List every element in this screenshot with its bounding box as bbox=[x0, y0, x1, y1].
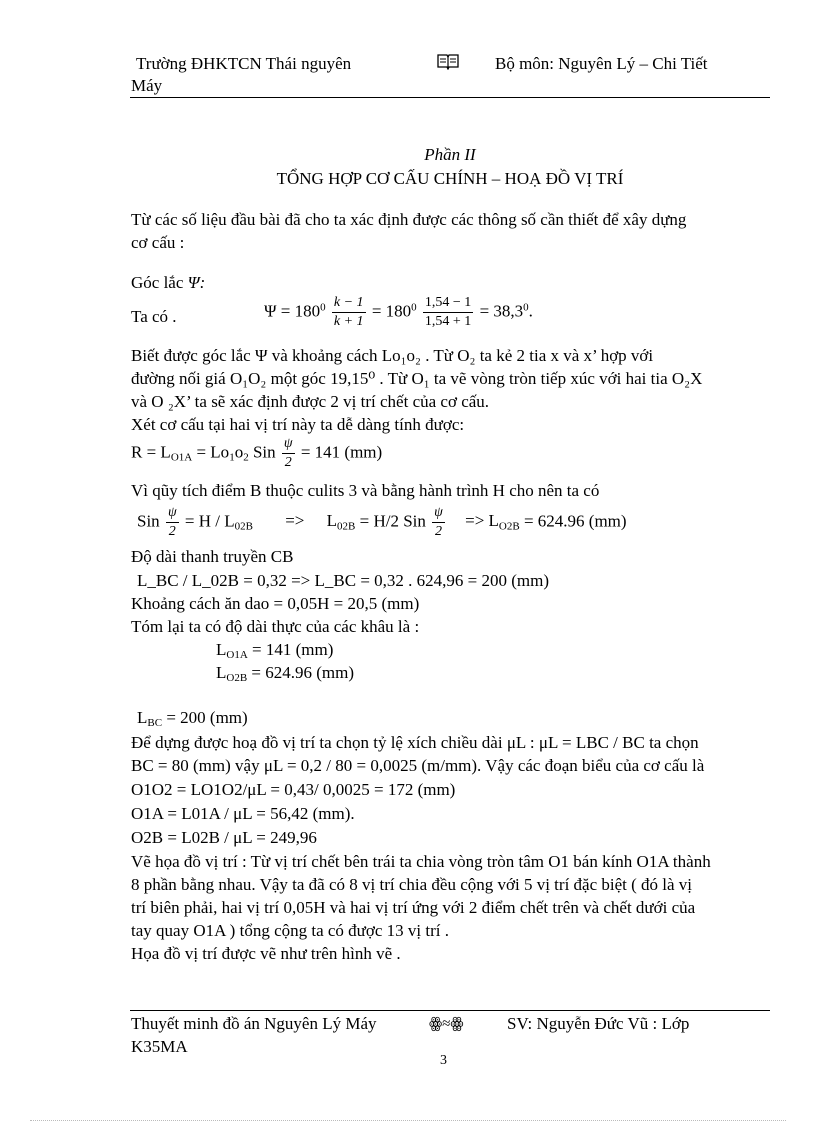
fpsi-k-den: k + 1 bbox=[333, 314, 364, 329]
formula-L02B bbox=[137, 505, 627, 540]
fR-mid: = Lo bbox=[192, 442, 230, 462]
fL-a: = H / L bbox=[184, 511, 235, 531]
para1-line2: đường nối giá O₁O₂ một góc 19,15⁰ . Từ O₁ ta vẽ vòng tròn tiếp xúc với hai tia O₂X bbox=[131, 369, 703, 388]
para4: Độ dài thanh truyền CB bbox=[131, 547, 294, 566]
fL-arrow1: => bbox=[285, 511, 305, 531]
fpsi-frac-k bbox=[332, 295, 366, 330]
header-dept-cont: Máy bbox=[131, 76, 163, 95]
main-title: TỔNG HỢP CƠ CẤU CHÍNH – HOẠ ĐỒ VỊ TRÍ bbox=[276, 169, 624, 188]
fL-sin: Sin bbox=[137, 511, 160, 531]
formula-LBC: L_BC / L_02B = 0,32 => L_BC = 0,32 . 624,96 = 200 (mm) bbox=[137, 571, 550, 590]
para7-line1: Để dựng được hoạ đồ vị trí ta chọn tỷ lệ xích chiều dài μL : μL = LBC / BC ta chọn bbox=[131, 733, 699, 752]
l02b-value: = 624.96 (mm) bbox=[247, 663, 355, 682]
fR-result: = 141 (mm) bbox=[300, 442, 383, 462]
fpsi-v-num: 1,54 − 1 bbox=[423, 295, 473, 313]
para8: O1O2 = LO1O2/μL = 0,43/ 0,0025 = 172 (mm) bbox=[131, 780, 456, 799]
fL-frac2 bbox=[432, 505, 445, 540]
fL-c: = 624.96 (mm) bbox=[519, 511, 627, 531]
fR-mid2: o bbox=[234, 442, 244, 462]
lbc-sub: BC bbox=[147, 717, 163, 729]
fL-den1: 2 bbox=[168, 524, 176, 539]
fpsi-eq: = 180 bbox=[371, 301, 412, 321]
para1-line3: và O ₂X’ ta sẽ xác định được 2 vị trí chết của cơ cấu. bbox=[131, 392, 490, 411]
page-number: 3 bbox=[440, 1053, 447, 1068]
fL-num2: ψ bbox=[432, 505, 445, 523]
l01a-line: $L_{O1A} = 141$ (mm) bbox=[216, 640, 334, 661]
fR-den: 2 bbox=[284, 455, 292, 470]
fL-b-sub: 02B bbox=[337, 520, 356, 533]
goc-lac-text: Góc lắc bbox=[131, 273, 184, 292]
header-dept: Bộ môn: Nguyên Lý – Chi Tiết bbox=[495, 54, 708, 73]
para11-line2: 8 phần bằng nhau. Vậy ta đã có 8 vị trí chia đều cộng với 5 vị trí đặc biệt ( đó là vị bbox=[131, 875, 693, 894]
intro-line-1: Từ các số liệu đầu bài đã cho ta xác định được các thông số cần thiết để xây dựng bbox=[131, 210, 687, 229]
book-icon bbox=[437, 52, 459, 75]
para7-line2: BC = 80 (mm) vậy μL = 0,2 / 80 = 0,0025 (m/mm). Vậy các đoạn biểu của cơ cấu là bbox=[131, 756, 705, 775]
para6: Tóm lại ta có độ dài thực của các khâu là : bbox=[131, 617, 420, 636]
fR-sin: Sin bbox=[248, 442, 276, 462]
para9: O1A = L01A / μL = 56,42 (mm). bbox=[131, 804, 355, 823]
fL-den2: 2 bbox=[435, 524, 442, 539]
intro-line-2: cơ cấu : bbox=[131, 233, 185, 252]
fpsi-frac-v bbox=[423, 295, 473, 330]
fR-sub1: 1 bbox=[229, 451, 235, 464]
fpsi-k-num: k − 1 bbox=[332, 295, 366, 313]
fL-frac1 bbox=[166, 505, 179, 540]
para11-line3: trí biên phải, hai vị trí 0,05H và hai vị trí ứng với 2 điểm chết trên và chết dưới của bbox=[131, 898, 696, 917]
fR-sub2: 2 bbox=[243, 451, 249, 464]
fL-arrow2: => L bbox=[465, 511, 499, 531]
goc-lac-label bbox=[131, 273, 205, 293]
page-edge-dots bbox=[30, 1120, 786, 1121]
footer-class: K35MA bbox=[131, 1037, 188, 1056]
para12: Họa đồ vị trí được vẽ như trên hình vẽ . bbox=[131, 944, 401, 963]
footer-rule bbox=[130, 1010, 770, 1011]
psi-symbol: Ψ: bbox=[187, 273, 206, 292]
fR-lhs: R = L bbox=[131, 442, 171, 462]
fpsi-deg3: 0 bbox=[523, 301, 529, 314]
fL-num1: ψ bbox=[166, 505, 179, 523]
l02b-sub: O2B bbox=[226, 672, 248, 684]
fR-frac bbox=[282, 436, 295, 471]
fpsi-deg1: 0 bbox=[320, 301, 326, 314]
para11-line4: tay quay O1A ) tổng cộng ta có được 13 vị trí . bbox=[131, 921, 450, 940]
lbc-value: = 200 (mm) bbox=[162, 708, 248, 727]
fL-b: L bbox=[326, 511, 338, 531]
para10: O2B = L02B / μL = 249,96 bbox=[131, 828, 317, 847]
fL-a-sub: 02B bbox=[234, 520, 253, 533]
footer-right: SV: Nguyễn Đức Vũ : Lớp bbox=[507, 1014, 690, 1033]
ta-co-label: Ta có . bbox=[131, 307, 177, 326]
fR-lhs-sub: O1A bbox=[170, 451, 193, 464]
part-title: Phần II bbox=[424, 145, 476, 164]
para1-line1: Biết được góc lắc Ψ và khoảng cách Lo₁o₂ . Từ O₂ ta kẻ 2 tia x và x’ hợp với bbox=[131, 346, 654, 365]
fR-num: ψ bbox=[282, 436, 295, 454]
formula-R bbox=[131, 436, 382, 471]
fpsi-lhs: Ψ = 180 bbox=[264, 301, 321, 321]
footer-left: Thuyết minh đồ án Nguyên Lý Máy bbox=[131, 1014, 377, 1033]
fpsi-end: . bbox=[528, 301, 533, 321]
header-school: Trường ĐHKTCN Thái nguyên bbox=[136, 54, 352, 73]
para11-line1: Vẽ họa đồ vị trí : Từ vị trí chết bên trái ta chia vòng tròn tâm O1 bán kính O1A thành bbox=[131, 852, 711, 871]
l01a-value: = 141 (mm) bbox=[247, 640, 334, 659]
l01a-sub: O1A bbox=[226, 649, 248, 661]
fpsi-result: = 38,3 bbox=[479, 301, 524, 321]
l02b-line: $L_{O2B} = 624.96$ (mm) bbox=[216, 663, 355, 684]
header-rule bbox=[130, 97, 770, 98]
fpsi-deg2: 0 bbox=[411, 301, 417, 314]
formula-psi bbox=[264, 295, 533, 330]
fL-c-sub: O2B bbox=[498, 520, 520, 533]
lbc-line: $L_{BC} = 200$ (mm) bbox=[137, 708, 248, 729]
footer-ornament-icon: ꙮ≈ꙮ bbox=[429, 1016, 464, 1032]
para3: Vì qũy tích điểm B thuộc culits 3 và bằng hành trình H cho nên ta có bbox=[131, 481, 600, 500]
book-icon-svg bbox=[437, 52, 459, 70]
para2: Xét cơ cấu tại hai vị trí này ta dễ dàng tính được: bbox=[131, 415, 465, 434]
para5: Khoảng cách ăn dao = 0,05H = 20,5 (mm) bbox=[131, 594, 420, 613]
fL-b2: = H/2 Sin bbox=[355, 511, 426, 531]
fpsi-v-den: 1,54 + 1 bbox=[424, 314, 472, 329]
